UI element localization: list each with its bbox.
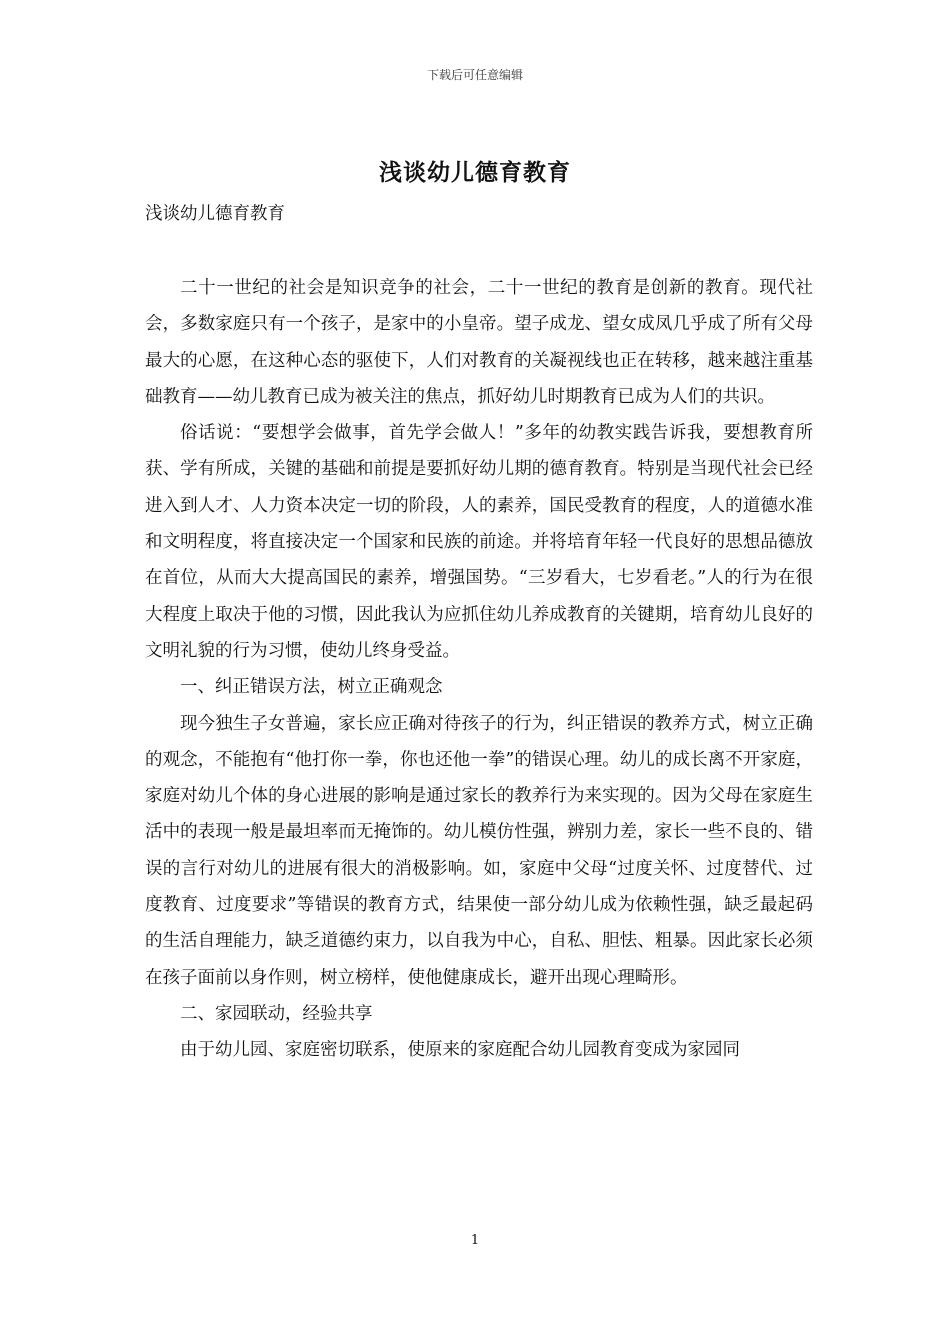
document-body	[145, 270, 813, 1069]
section-heading-1: 一、纠正错误方法，树立正确观念	[180, 677, 443, 698]
document-subtitle: 浅谈幼儿德育教育	[145, 204, 285, 224]
paragraph-section-1: 现今独生子女普遍，家长应正确对待孩子的行为，纠正错误的教养方式，树立正确的观念，不能抱有“他打你一拳，你也还他一拳”的错误心理。幼儿的成长离不开家庭，家庭对幼儿个体的身心进展的影响是通过家长的教养行为来实现的。因为父母在家庭生活中的表现一般是最坦率而无掩饰的。幼儿模仿性强，辨别力差，家长一些不良的、错误的言行对幼儿的进展有很大的消极影响。如，家庭中父母“过度关怀、过度替代、过度教育、过度要求”等错误的教育方式，结果使一部分幼儿成为依赖性强，缺乏最起码的生活自理能力，缺乏道德约束力，以自我为中心，自私、胆怯、粗暴。因此家长必须在孩子面前以身作则，树立榜样，使他健康成长，避开出现心理畸形。	[145, 713, 813, 988]
section-heading-2: 二、家园联动，经验共享	[180, 1003, 373, 1024]
paragraph-intro: 二十一世纪的社会是知识竞争的社会，二十一世纪的教育是创新的教育。现代社会，多数家庭只有一个孩子，是家中的小皇帝。望子成龙、望女成凤几乎成了所有父母最大的心愿，在这种心态的驱使下，人们对教育的关凝视线也正在转移，越来越注重基础教育——幼儿教育已成为被关注的焦点，抓好幼儿时期教育已成为人们的共识。	[145, 278, 813, 407]
page-header-note: 下载后可任意编辑	[426, 68, 523, 82]
paragraph-moral-education: 俗话说：“要想学会做事，首先学会做人！”多年的幼教实践告诉我，要想教育所获、学有所成，关键的基础和前提是要抓好幼儿期的德育教育。特别是当现代社会已经进入到人才、人力资本决定一切的阶段，人的素养，国民受教育的程度，人的道德水准和文明程度，将直接决定一个国家和民族的前途。并将培育年轻一代良好的思想品德放在首位，从而大大提高国民的素养，增强国势。“三岁看大，七岁看老。”人的行为在很大程度上取决于他的习惯，因此我认为应抓住幼儿养成教育的关键期，培育幼儿良好的文明礼貌的行为习惯，使幼儿终身受益。	[145, 423, 813, 661]
page-number: 1	[470, 1233, 480, 1248]
document-title: 浅谈幼儿德育教育	[379, 160, 571, 186]
paragraph-section-2: 由于幼儿园、家庭密切联系，使原来的家庭配合幼儿园教育变成为家园同	[180, 1040, 740, 1061]
